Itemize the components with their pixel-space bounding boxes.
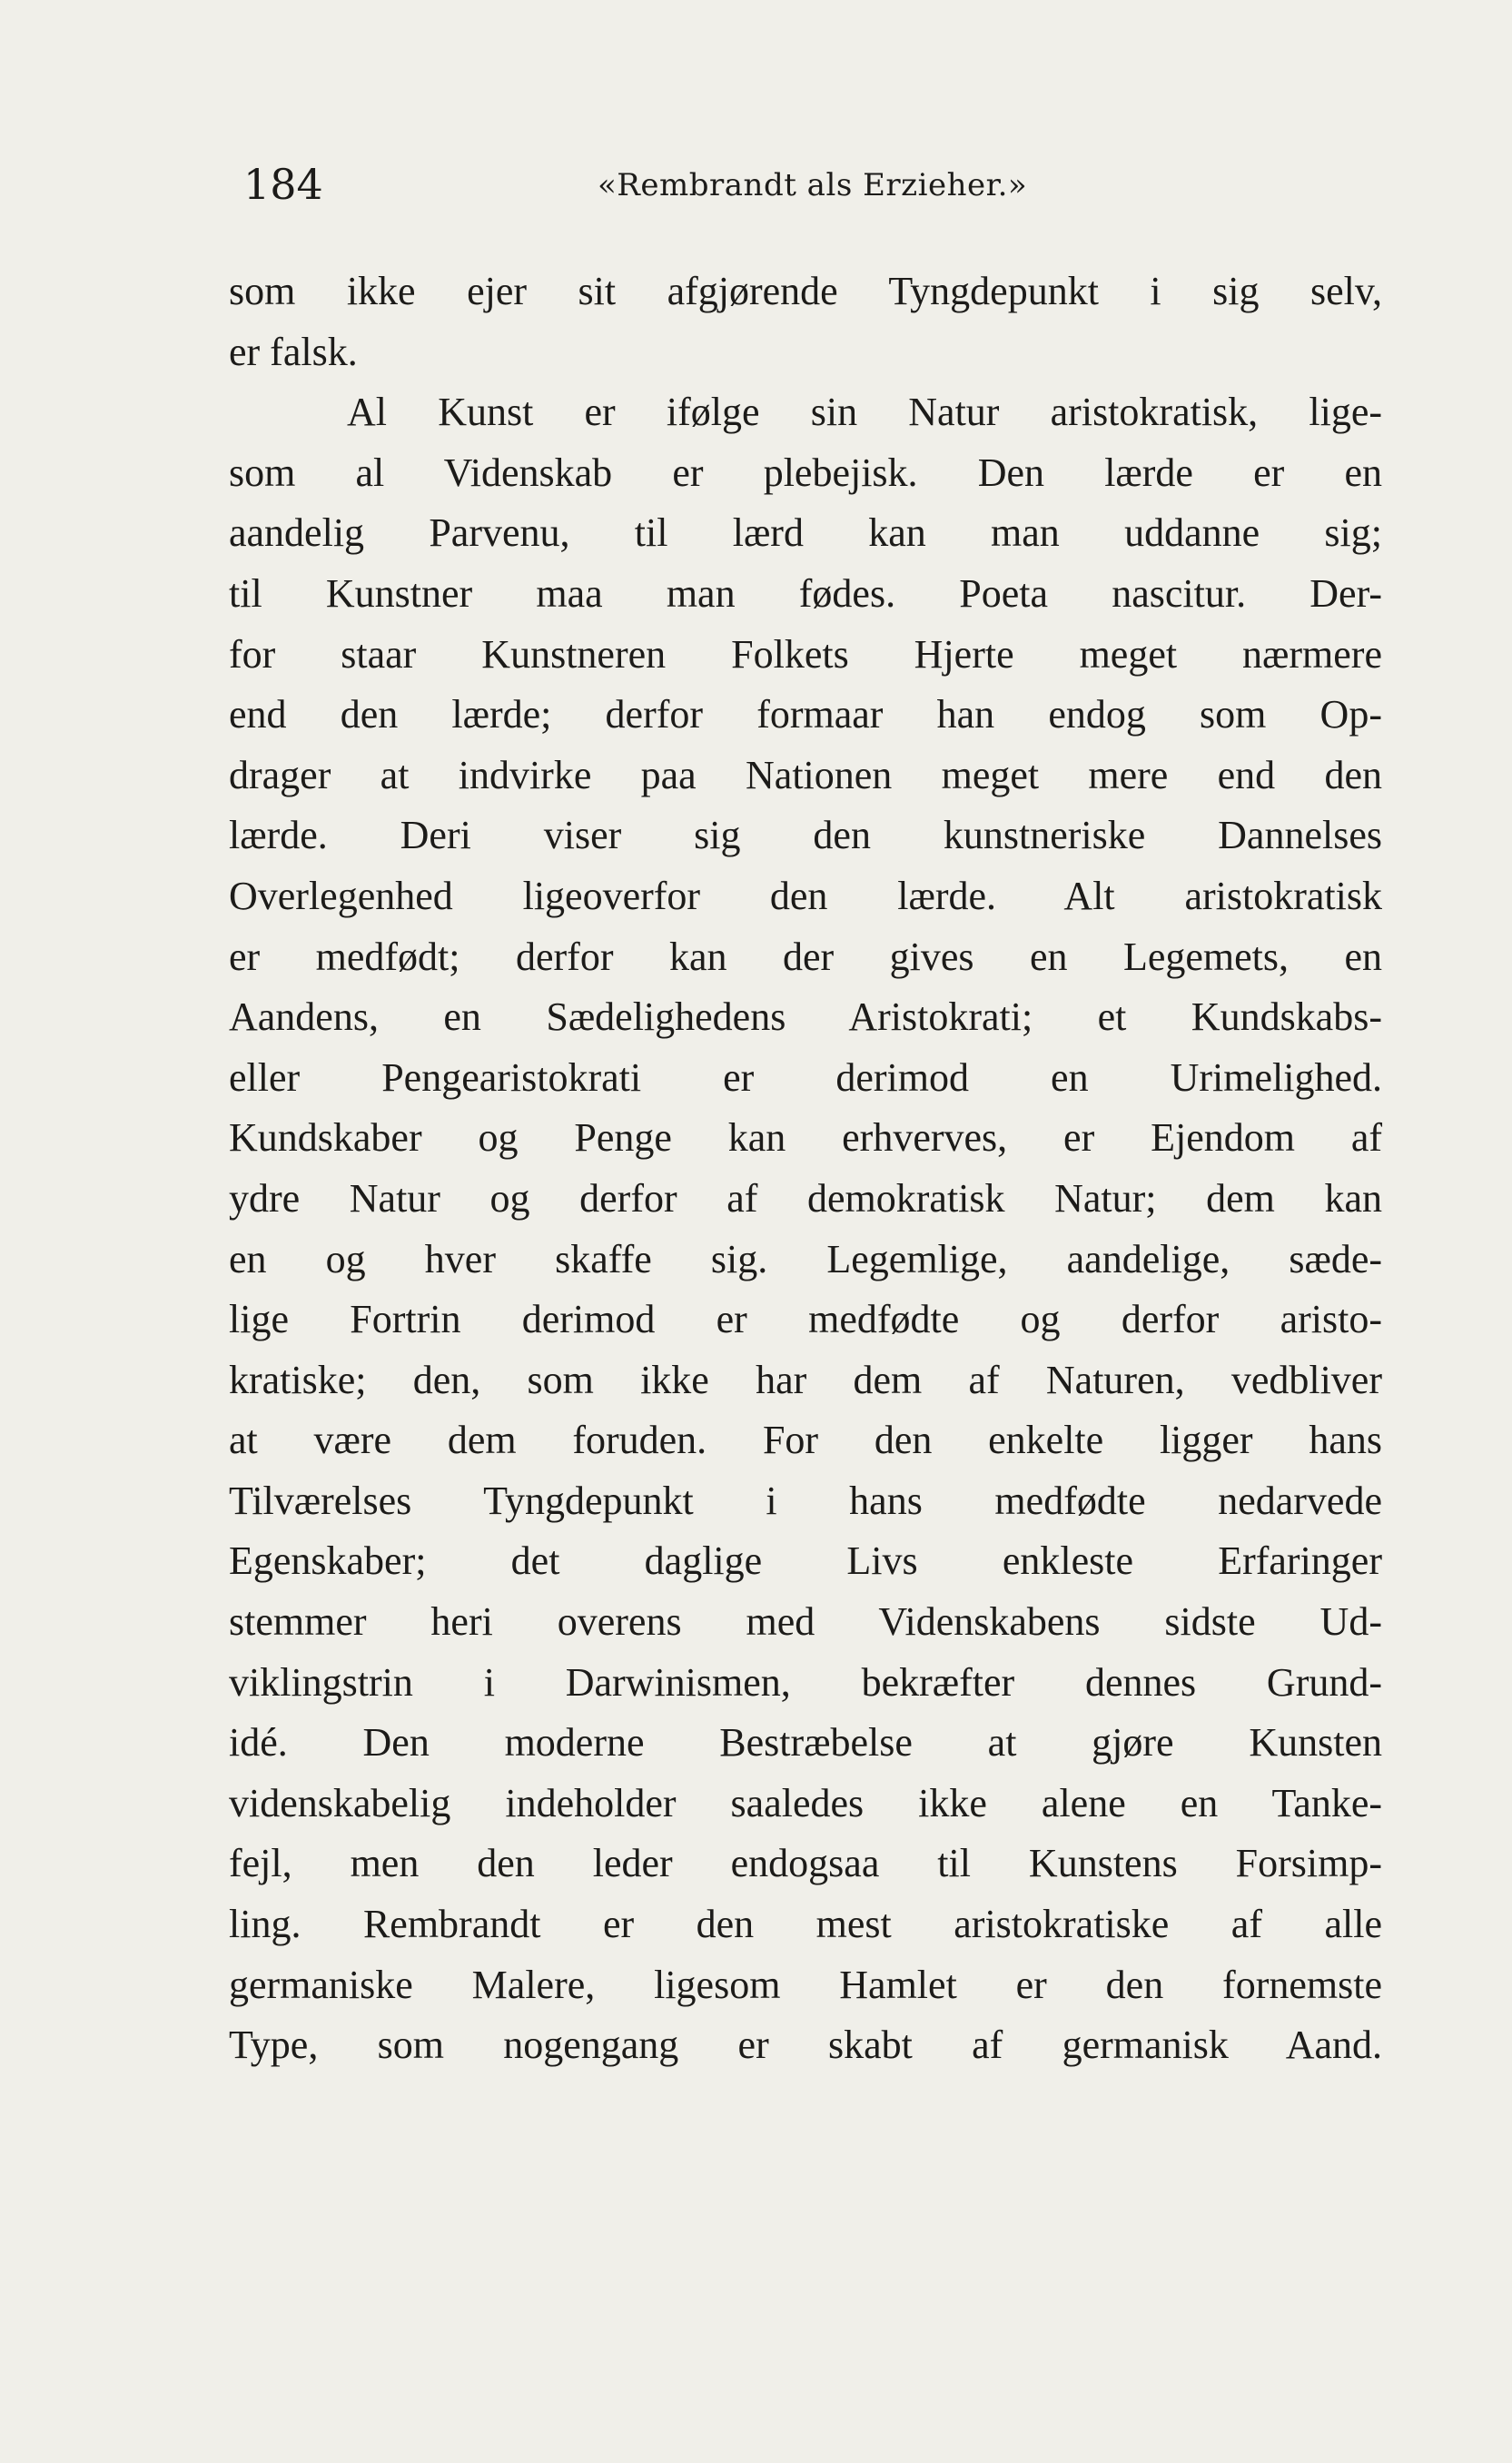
text-line: lærde. Deri viser sig den kunstneriske Dannelses [229, 813, 1382, 858]
text-line: Kundskaber og Penge kan erhverves, er Ejendom af [229, 1115, 1382, 1161]
running-head [243, 153, 1260, 216]
text-line: ydre Natur og derfor af demokratisk Natur; dem kan [229, 1175, 1382, 1221]
text-line: drager at indvirke paa Nationen meget mere end den [229, 752, 1382, 797]
text-line: Type, som nogengang er skabt af germanisk Aand. [229, 2023, 1382, 2068]
text-line: lige Fortrin derimod er medfødte og derfor aristo- [229, 1297, 1382, 1342]
text-line: Egenskaber; det daglige Livs enkleste Erfaringer [229, 1538, 1382, 1584]
page-number: 184 [243, 160, 323, 209]
text-line: ling. Rembrandt er den mest aristokratiske af alle [229, 1902, 1382, 1947]
text-line: er falsk. [229, 329, 358, 374]
text-line: til Kunstner maa man fødes. Poeta nascitur. Der- [229, 570, 1382, 616]
text-line: videnskabelig indeholder saaledes ikke alene en Tanke- [229, 1780, 1382, 1825]
text-line: stemmer heri overens med Videnskabens sidste Ud- [229, 1599, 1382, 1645]
text-line: er medfødt; derfor kan der gives en Legemets, en [229, 934, 1382, 979]
text-line: Aandens, en Sædelighedens Aristokrati; et Kundskabs- [229, 994, 1382, 1040]
text-line: end den lærde; derfor formaar han endog som Op- [229, 692, 1382, 737]
text-line: Al Kunst er ifølge sin Natur aristokratisk, lige- [347, 390, 1382, 435]
text-line: at være dem foruden. For den enkelte ligger hans [229, 1418, 1382, 1463]
text-line: viklingstrin i Darwinismen, bekræfter dennes Grund- [229, 1659, 1382, 1705]
text-line: Tilværelses Tyngdepunkt i hans medfødte nedarvede [229, 1478, 1382, 1523]
text-line: en og hver skaffe sig. Legemlige, aandelige, sæde- [229, 1236, 1382, 1281]
text-line: fejl, men den leder endogsaa til Kunstens Forsimp- [229, 1841, 1382, 1886]
text-line: germaniske Malere, ligesom Hamlet er den fornemste [229, 1962, 1382, 2007]
text-line: kratiske; den, som ikke har dem af Naturen, vedbliver [229, 1357, 1382, 1402]
text-line: eller Pengearistokrati er derimod en Urimelighed. [229, 1054, 1382, 1100]
running-title: «Rembrandt als Erzieher.» [598, 167, 1028, 203]
text-line: idé. Den moderne Bestræbelse at gjøre Kunsten [229, 1720, 1382, 1766]
text-line: som al Videnskab er plebejisk. Den lærde er en [229, 450, 1382, 495]
body-text [229, 262, 1382, 2076]
text-line: som ikke ejer sit afgjørende Tyngdepunkt i sig selv, [229, 269, 1382, 313]
text-line: aandelig Parvenu, til lærd kan man uddanne sig; [229, 510, 1382, 556]
text-line: for staar Kunstneren Folkets Hjerte meget nærmere [229, 631, 1382, 677]
text-line: Overlegenhed ligeoverfor den lærde. Alt aristokratisk [229, 873, 1382, 918]
